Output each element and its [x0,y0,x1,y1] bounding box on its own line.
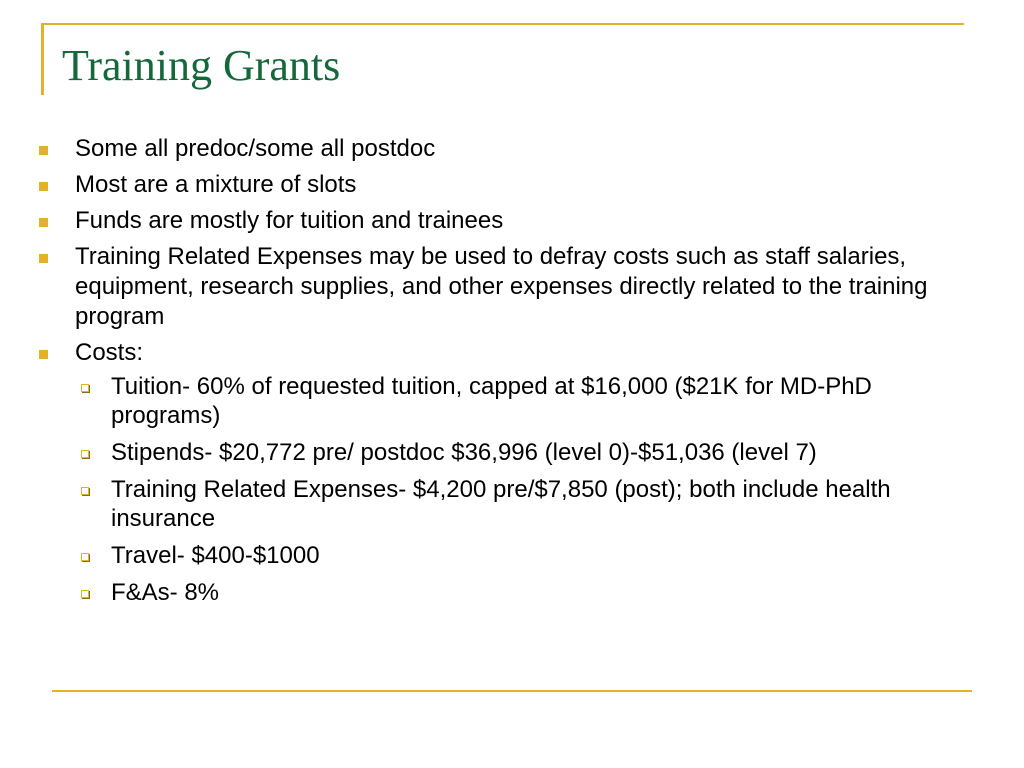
sub-bullet-text: Tuition- 60% of requested tuition, capped at $16,000 ($21K for MD-PhD programs) [111,373,872,429]
square-bullet-icon [39,350,48,359]
sub-bullet-text: Training Related Expenses- $4,200 pre/$7,850 (post); both include health insurance [111,476,891,532]
sub-bullet-item [74,438,960,467]
square-bullet-icon [39,146,48,155]
sub-bullet-text: Travel- $400-$1000 [111,542,320,569]
sub-bullet-item [74,578,960,607]
bullet-text: Training Related Expenses may be used to defray costs such as staff salaries, equipment, research supplies, and other expenses directly related to the training program [75,243,928,330]
square-bullet-icon [39,254,48,263]
costs-sub-list [75,372,960,607]
bullet-text: Some all predoc/some all postdoc [75,135,436,162]
bullet-item [0,134,1024,164]
hollow-box-bullet-icon [81,487,89,495]
slide-body [0,134,1024,615]
square-bullet-icon [39,182,48,191]
hollow-box-bullet-icon [81,384,89,392]
bullet-list [0,134,1024,607]
bullet-text: Funds are mostly for tuition and trainees [75,207,504,234]
bullet-item-costs [0,338,1024,607]
frame-top-rule [41,23,964,25]
bullet-item [0,170,1024,200]
sub-bullet-item [74,475,960,533]
hollow-box-bullet-icon [81,553,89,561]
slide-title: Training Grants [62,41,341,90]
sub-bullet-item [74,541,960,570]
hollow-box-bullet-icon [81,590,89,598]
frame-left-rule [41,23,44,95]
sub-bullet-text: F&As- 8% [111,579,220,606]
footer-rule [52,690,972,692]
square-bullet-icon [39,218,48,227]
hollow-box-bullet-icon [81,450,89,458]
bullet-item [0,242,1024,332]
bullet-item [0,206,1024,236]
bullet-text: Costs: [75,339,144,366]
sub-bullet-item [74,372,960,430]
sub-bullet-text: Stipends- $20,772 pre/ postdoc $36,996 (level 0)-$51,036 (level 7) [111,439,817,466]
bullet-text: Most are a mixture of slots [75,171,357,198]
